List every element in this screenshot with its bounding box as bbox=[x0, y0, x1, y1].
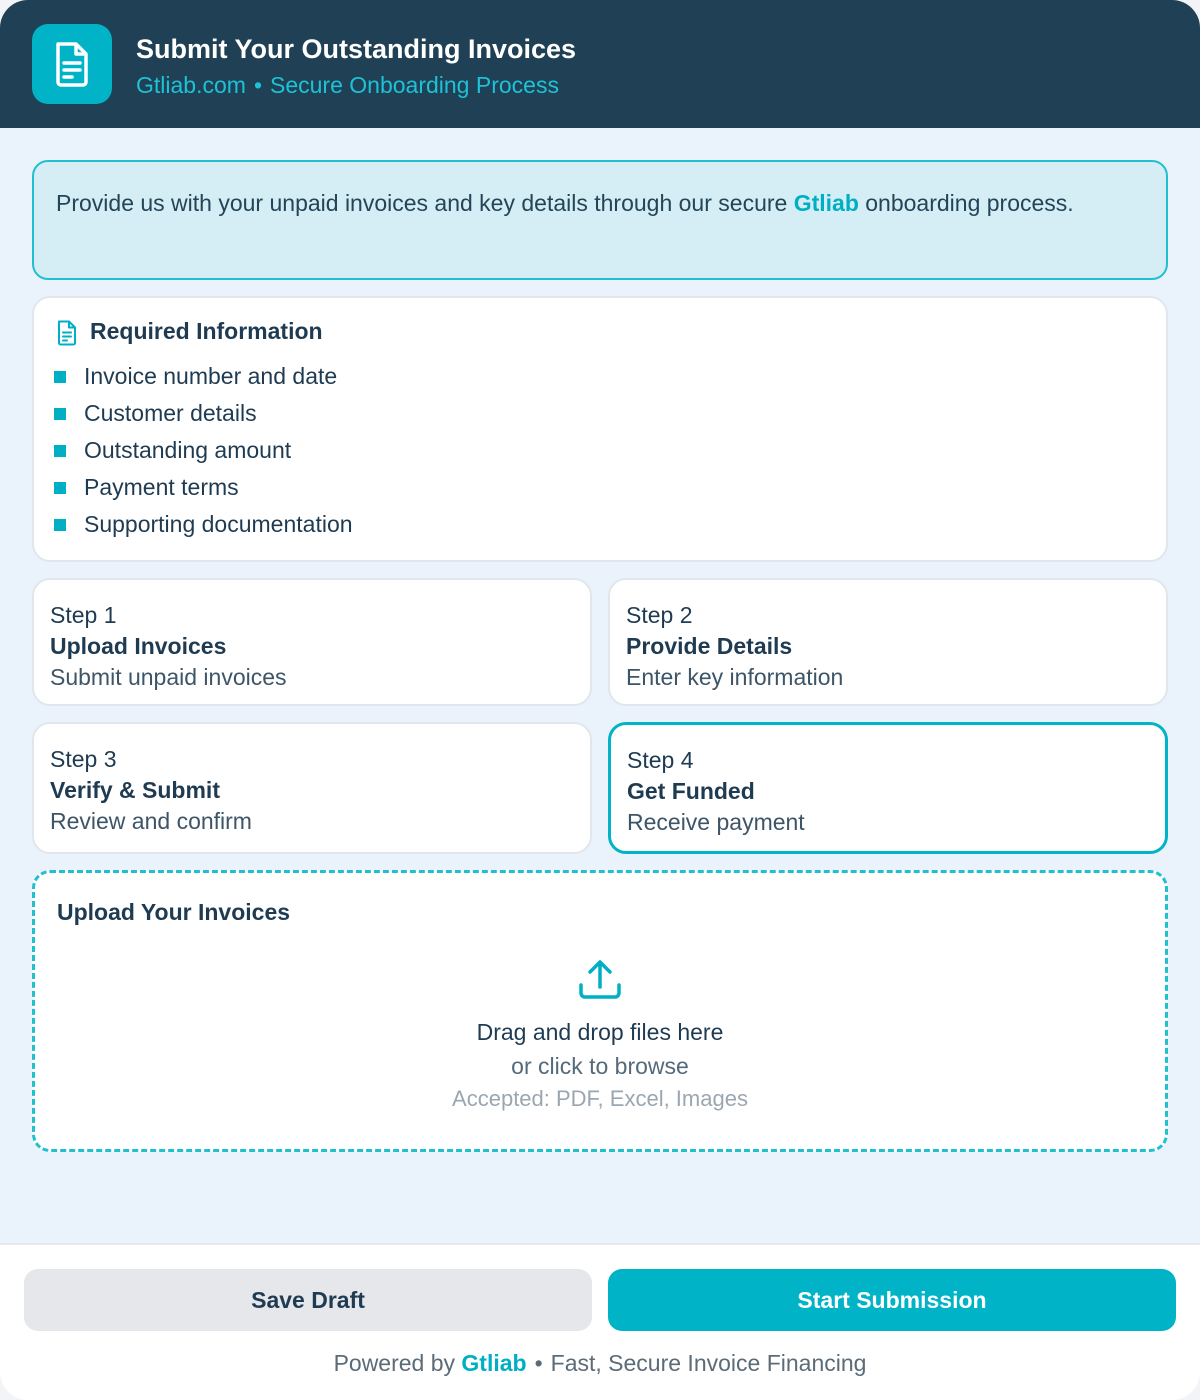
list-item-label: Invoice number and date bbox=[84, 363, 338, 389]
step-card-3[interactable] bbox=[32, 722, 592, 854]
list-item-label: Customer details bbox=[84, 400, 257, 426]
powered-by-label: Powered by bbox=[333, 1350, 456, 1376]
tagline: Fast, Secure Invoice Financing bbox=[550, 1350, 867, 1376]
required-information-card bbox=[32, 296, 1168, 562]
list-item-label: Outstanding amount bbox=[84, 437, 292, 463]
upload-title: Upload Your Invoices bbox=[57, 899, 291, 925]
save-draft-button[interactable]: Save Draft bbox=[24, 1269, 592, 1331]
upload-icon bbox=[575, 955, 625, 1010]
header bbox=[0, 0, 1200, 128]
upload-dropzone[interactable] bbox=[32, 870, 1168, 1152]
step-description: Submit unpaid invoices bbox=[50, 664, 287, 690]
required-information-title: Required Information bbox=[90, 318, 323, 344]
document-icon bbox=[56, 320, 78, 351]
step-title: Get Funded bbox=[627, 778, 755, 804]
list-item bbox=[54, 432, 353, 469]
footer bbox=[0, 1243, 1200, 1400]
step-description: Review and confirm bbox=[50, 808, 252, 834]
step-title: Upload Invoices bbox=[50, 633, 227, 659]
bullet-icon bbox=[54, 519, 66, 531]
intro-text-end: onboarding process. bbox=[858, 190, 1074, 216]
intro-brand: Gtliab bbox=[793, 190, 859, 216]
step-title: Verify & Submit bbox=[50, 777, 220, 803]
step-card-1[interactable] bbox=[32, 578, 592, 706]
list-item-label: Supporting documentation bbox=[84, 511, 353, 537]
step-description: Receive payment bbox=[627, 809, 805, 835]
powered-by bbox=[0, 1350, 1200, 1377]
step-card-2[interactable] bbox=[608, 578, 1168, 706]
separator: • bbox=[253, 72, 262, 98]
site-name: Gtliab.com bbox=[136, 72, 246, 98]
separator: • bbox=[534, 1350, 543, 1376]
header-subtitle bbox=[136, 72, 559, 99]
step-number: Step 1 bbox=[50, 602, 117, 628]
upload-accepted-types: Accepted: PDF, Excel, Images bbox=[452, 1086, 748, 1111]
bullet-icon bbox=[54, 371, 66, 383]
process-name: Secure Onboarding Process bbox=[270, 72, 559, 98]
page-title: Submit Your Outstanding Invoices bbox=[136, 34, 577, 64]
step-number: Step 4 bbox=[627, 747, 694, 773]
step-card-4[interactable] bbox=[608, 722, 1168, 854]
start-submission-button[interactable]: Start Submission bbox=[608, 1269, 1176, 1331]
bullet-icon bbox=[54, 408, 66, 420]
intro-banner bbox=[32, 160, 1168, 280]
list-item bbox=[54, 358, 353, 395]
list-item bbox=[54, 395, 353, 432]
bullet-icon bbox=[54, 445, 66, 457]
bullet-icon bbox=[54, 482, 66, 494]
step-number: Step 3 bbox=[50, 746, 117, 772]
required-list bbox=[54, 358, 353, 543]
list-item bbox=[54, 469, 353, 506]
intro-text: Provide us with your unpaid invoices and key details through our secure bbox=[56, 190, 794, 216]
document-icon bbox=[32, 24, 112, 104]
powered-by-brand: Gtliab bbox=[461, 1350, 527, 1376]
list-item bbox=[54, 506, 353, 543]
list-item-label: Payment terms bbox=[84, 474, 239, 500]
upload-drag-text: Drag and drop files here bbox=[476, 1019, 724, 1045]
upload-browse-link[interactable]: or click to browse bbox=[511, 1053, 689, 1079]
step-title: Provide Details bbox=[626, 633, 793, 659]
step-number: Step 2 bbox=[626, 602, 693, 628]
step-description: Enter key information bbox=[626, 664, 844, 690]
